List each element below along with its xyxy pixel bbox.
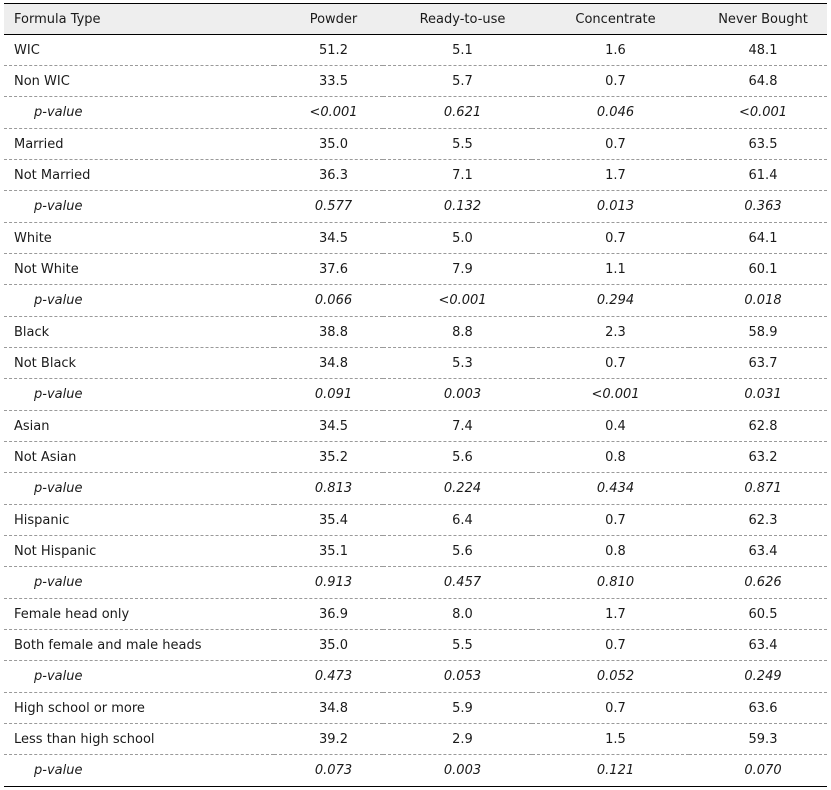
ready-to-use-cell: 6.4	[383, 505, 532, 536]
table-row	[4, 348, 827, 379]
row-label: WIC	[4, 35, 274, 66]
concentrate-cell: 1.7	[532, 160, 689, 191]
ready-to-use-cell: 8.8	[383, 317, 532, 348]
never-bought-cell: 61.4	[689, 160, 827, 191]
powder-cell: 36.9	[274, 599, 383, 630]
table-row	[4, 630, 827, 661]
row-label: Not White	[4, 254, 274, 285]
pvalue-label: p-value	[4, 379, 274, 411]
pvalue-row	[4, 379, 827, 411]
never-bought-cell: 62.3	[689, 505, 827, 536]
concentrate-cell: 0.052	[532, 661, 689, 693]
never-bought-cell: 63.5	[689, 129, 827, 160]
row-label: Female head only	[4, 599, 274, 630]
concentrate-cell: 0.7	[532, 66, 689, 97]
ready-to-use-cell: 7.4	[383, 411, 532, 442]
column-header-ready-to-use: Ready-to-use	[383, 4, 532, 35]
pvalue-label: p-value	[4, 285, 274, 317]
table-row	[4, 317, 827, 348]
table-row	[4, 599, 827, 630]
ready-to-use-cell: 7.9	[383, 254, 532, 285]
powder-cell: 39.2	[274, 724, 383, 755]
powder-cell: 35.2	[274, 442, 383, 473]
concentrate-cell: 0.810	[532, 567, 689, 599]
concentrate-cell: 0.434	[532, 473, 689, 505]
concentrate-cell: 1.5	[532, 724, 689, 755]
table-row	[4, 223, 827, 254]
powder-cell: 0.913	[274, 567, 383, 599]
concentrate-cell: 1.7	[532, 599, 689, 630]
never-bought-cell: 0.363	[689, 191, 827, 223]
powder-cell: 35.0	[274, 630, 383, 661]
concentrate-cell: 0.294	[532, 285, 689, 317]
ready-to-use-cell: <0.001	[383, 285, 532, 317]
never-bought-cell: 63.4	[689, 536, 827, 567]
row-label: High school or more	[4, 693, 274, 724]
concentrate-cell: 0.8	[532, 442, 689, 473]
never-bought-cell: 64.1	[689, 223, 827, 254]
powder-cell: 35.1	[274, 536, 383, 567]
ready-to-use-cell: 5.1	[383, 35, 532, 66]
table-row	[4, 160, 827, 191]
concentrate-cell: 1.6	[532, 35, 689, 66]
table-row	[4, 505, 827, 536]
powder-cell: 0.091	[274, 379, 383, 411]
ready-to-use-cell: 0.224	[383, 473, 532, 505]
row-label: Non WIC	[4, 66, 274, 97]
ready-to-use-cell: 7.1	[383, 160, 532, 191]
ready-to-use-cell: 5.9	[383, 693, 532, 724]
pvalue-label: p-value	[4, 97, 274, 129]
formula-type-table	[4, 3, 827, 787]
table-row	[4, 129, 827, 160]
never-bought-cell: 0.249	[689, 661, 827, 693]
row-label: Not Married	[4, 160, 274, 191]
powder-cell: 37.6	[274, 254, 383, 285]
pvalue-row	[4, 661, 827, 693]
concentrate-cell: 0.7	[532, 223, 689, 254]
table-row	[4, 35, 827, 66]
ready-to-use-cell: 5.0	[383, 223, 532, 254]
powder-cell: 51.2	[274, 35, 383, 66]
concentrate-cell: 1.1	[532, 254, 689, 285]
never-bought-cell: 0.871	[689, 473, 827, 505]
ready-to-use-cell: 0.457	[383, 567, 532, 599]
never-bought-cell: 0.031	[689, 379, 827, 411]
table-header-row	[4, 4, 827, 35]
powder-cell: 0.066	[274, 285, 383, 317]
never-bought-cell: 0.018	[689, 285, 827, 317]
concentrate-cell: 0.046	[532, 97, 689, 129]
concentrate-cell: 0.121	[532, 755, 689, 787]
powder-cell: 34.5	[274, 223, 383, 254]
column-header-formula-type: Formula Type	[4, 4, 274, 35]
pvalue-row	[4, 567, 827, 599]
pvalue-label: p-value	[4, 755, 274, 787]
powder-cell: 35.4	[274, 505, 383, 536]
ready-to-use-cell: 5.5	[383, 630, 532, 661]
never-bought-cell: 62.8	[689, 411, 827, 442]
table-body	[4, 35, 827, 787]
table-row	[4, 724, 827, 755]
concentrate-cell: 0.7	[532, 630, 689, 661]
powder-cell: 33.5	[274, 66, 383, 97]
concentrate-cell: 0.8	[532, 536, 689, 567]
table-row	[4, 254, 827, 285]
pvalue-row	[4, 191, 827, 223]
concentrate-cell: 0.013	[532, 191, 689, 223]
row-label: Hispanic	[4, 505, 274, 536]
powder-cell: 34.5	[274, 411, 383, 442]
ready-to-use-cell: 5.3	[383, 348, 532, 379]
ready-to-use-cell: 5.5	[383, 129, 532, 160]
table-row	[4, 693, 827, 724]
row-label: Not Hispanic	[4, 536, 274, 567]
concentrate-cell: 2.3	[532, 317, 689, 348]
column-header-powder: Powder	[274, 4, 383, 35]
ready-to-use-cell: 5.6	[383, 536, 532, 567]
column-header-never-bought: Never Bought	[689, 4, 827, 35]
powder-cell: 0.073	[274, 755, 383, 787]
never-bought-cell: 60.1	[689, 254, 827, 285]
pvalue-label: p-value	[4, 473, 274, 505]
concentrate-cell: 0.4	[532, 411, 689, 442]
row-label: White	[4, 223, 274, 254]
row-label: Not Black	[4, 348, 274, 379]
pvalue-row	[4, 285, 827, 317]
ready-to-use-cell: 5.7	[383, 66, 532, 97]
pvalue-row	[4, 97, 827, 129]
never-bought-cell: <0.001	[689, 97, 827, 129]
table-row	[4, 536, 827, 567]
pvalue-label: p-value	[4, 567, 274, 599]
row-label: Not Asian	[4, 442, 274, 473]
ready-to-use-cell: 0.053	[383, 661, 532, 693]
never-bought-cell: 58.9	[689, 317, 827, 348]
never-bought-cell: 0.070	[689, 755, 827, 787]
never-bought-cell: 0.626	[689, 567, 827, 599]
ready-to-use-cell: 0.132	[383, 191, 532, 223]
ready-to-use-cell: 0.003	[383, 755, 532, 787]
table-row	[4, 411, 827, 442]
powder-cell: 0.577	[274, 191, 383, 223]
table-row	[4, 442, 827, 473]
concentrate-cell: 0.7	[532, 693, 689, 724]
powder-cell: 36.3	[274, 160, 383, 191]
concentrate-cell: 0.7	[532, 129, 689, 160]
never-bought-cell: 60.5	[689, 599, 827, 630]
never-bought-cell: 59.3	[689, 724, 827, 755]
powder-cell: 38.8	[274, 317, 383, 348]
column-header-concentrate: Concentrate	[532, 4, 689, 35]
row-label: Both female and male heads	[4, 630, 274, 661]
concentrate-cell: 0.7	[532, 348, 689, 379]
never-bought-cell: 63.4	[689, 630, 827, 661]
concentrate-cell: 0.7	[532, 505, 689, 536]
row-label: Married	[4, 129, 274, 160]
table-row	[4, 66, 827, 97]
powder-cell: 34.8	[274, 348, 383, 379]
ready-to-use-cell: 8.0	[383, 599, 532, 630]
ready-to-use-cell: 0.621	[383, 97, 532, 129]
never-bought-cell: 63.6	[689, 693, 827, 724]
ready-to-use-cell: 2.9	[383, 724, 532, 755]
never-bought-cell: 48.1	[689, 35, 827, 66]
pvalue-row	[4, 473, 827, 505]
row-label: Asian	[4, 411, 274, 442]
powder-cell: 35.0	[274, 129, 383, 160]
concentrate-cell: <0.001	[532, 379, 689, 411]
pvalue-row	[4, 755, 827, 787]
never-bought-cell: 64.8	[689, 66, 827, 97]
powder-cell: 0.813	[274, 473, 383, 505]
ready-to-use-cell: 5.6	[383, 442, 532, 473]
never-bought-cell: 63.2	[689, 442, 827, 473]
ready-to-use-cell: 0.003	[383, 379, 532, 411]
powder-cell: <0.001	[274, 97, 383, 129]
powder-cell: 34.8	[274, 693, 383, 724]
pvalue-label: p-value	[4, 661, 274, 693]
pvalue-label: p-value	[4, 191, 274, 223]
never-bought-cell: 63.7	[689, 348, 827, 379]
powder-cell: 0.473	[274, 661, 383, 693]
row-label: Black	[4, 317, 274, 348]
row-label: Less than high school	[4, 724, 274, 755]
